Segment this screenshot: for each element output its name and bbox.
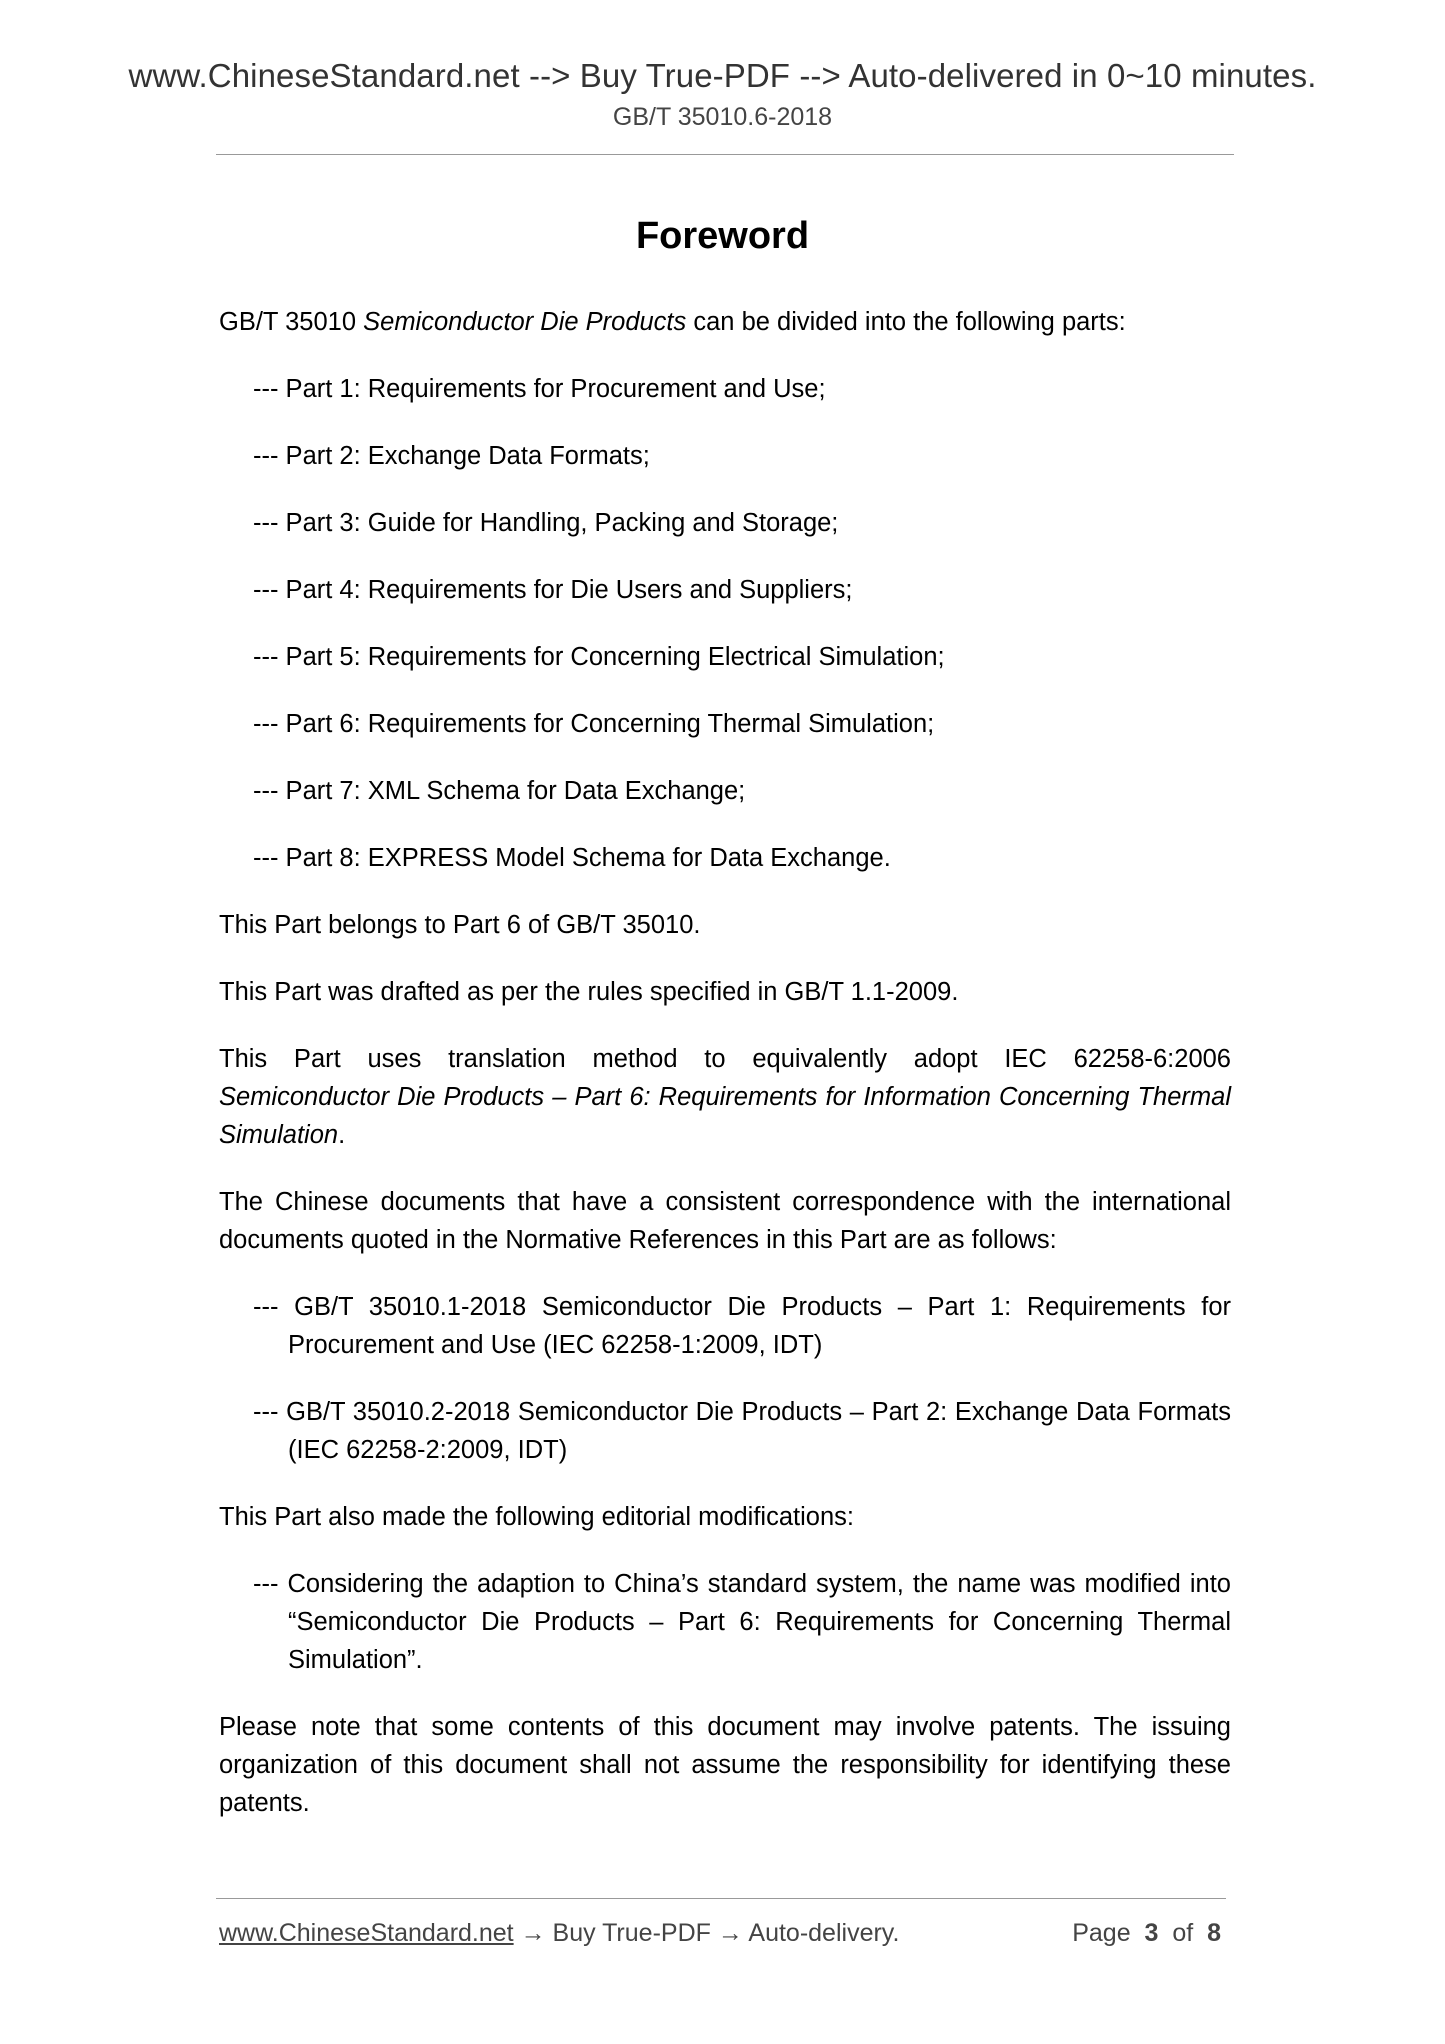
page-label: Page (1072, 1919, 1131, 1947)
part-list-item: --- Part 3: Guide for Handling, Packing and Storage; (253, 509, 839, 537)
intro-paragraph (219, 303, 1231, 341)
part-list-item: --- Part 6: Requirements for Concerning Thermal Simulation; (253, 710, 935, 738)
part-list-item: --- Part 7: XML Schema for Data Exchange; (253, 777, 746, 805)
intro-rest: can be divided into the following parts: (686, 308, 1126, 336)
part-list-item: --- Part 2: Exchange Data Formats; (253, 442, 650, 470)
header-standard-code: GB/T 35010.6-2018 (612, 103, 833, 131)
footer-divider (216, 1898, 1226, 1899)
footer-tagline: → Buy True-PDF → Auto-delivery. (513, 1919, 900, 1947)
modification-list-item: --- Considering the adaption to China’s standard system, the name was modified into “Semiconductor Die Products – Part 6: Requirements for Concerning Thermal Simulation”. (253, 1570, 1231, 1674)
belongs-paragraph: This Part belongs to Part 6 of GB/T 35010. (219, 911, 701, 939)
translation-end: . (338, 1121, 346, 1149)
patents-paragraph: Please note that some contents of this document may involve patents. The issuing organization of this document shall not assume the responsibility for identifying these patents. (219, 1713, 1231, 1817)
intro-code: GB/T 35010 (219, 308, 364, 336)
editorial-paragraph: This Part also made the following editorial modifications: (219, 1503, 854, 1531)
part-list-item: --- Part 5: Requirements for Concerning Electrical Simulation; (253, 643, 945, 671)
header-banner[interactable]: www.ChineseStandard.net --> Buy True-PDF --> Auto-delivered in 0~10 minutes. (128, 57, 1317, 94)
translation-lead: This Part uses translation method to equivalently adopt IEC 62258-6:2006 (219, 1045, 1231, 1073)
reference-list-item: --- GB/T 35010.1-2018 Semiconductor Die Products – Part 1: Requirements for Procurement and Use (IEC 62258-1:2009, IDT) (253, 1293, 1231, 1359)
footer-left (219, 1916, 899, 1950)
page-number (1072, 1916, 1221, 1950)
page-current: 3 (1144, 1919, 1159, 1947)
translation-paragraph (219, 1040, 1231, 1154)
correspondence-paragraph: The Chinese documents that have a consistent correspondence with the international documents quoted in the Normative References in this Part are as follows: (219, 1188, 1231, 1254)
page-header (0, 56, 1445, 134)
page-total: 8 (1207, 1919, 1221, 1947)
header-divider (216, 154, 1234, 155)
page-title: Foreword (635, 215, 810, 257)
drafted-paragraph: This Part was drafted as per the rules specified in GB/T 1.1-2009. (219, 978, 959, 1006)
part-list-item: --- Part 8: EXPRESS Model Schema for Data Exchange. (253, 844, 891, 872)
part-list-item: --- Part 4: Requirements for Die Users and Suppliers; (253, 576, 853, 604)
part-list-item: --- Part 1: Requirements for Procurement and Use; (253, 375, 826, 403)
footer-site-link[interactable]: www.ChineseStandard.net (219, 1919, 514, 1947)
intro-title: Semiconductor Die Products (363, 308, 687, 336)
reference-list-item: --- GB/T 35010.2-2018 Semiconductor Die Products – Part 2: Exchange Data Formats (IEC 62258-2:2009, IDT) (253, 1398, 1231, 1464)
translation-title: Semiconductor Die Products – Part 6: Requirements for Information Concerning Thermal Simulation (219, 1083, 1231, 1149)
page-of: of (1172, 1919, 1194, 1947)
document-body (219, 303, 1231, 1851)
